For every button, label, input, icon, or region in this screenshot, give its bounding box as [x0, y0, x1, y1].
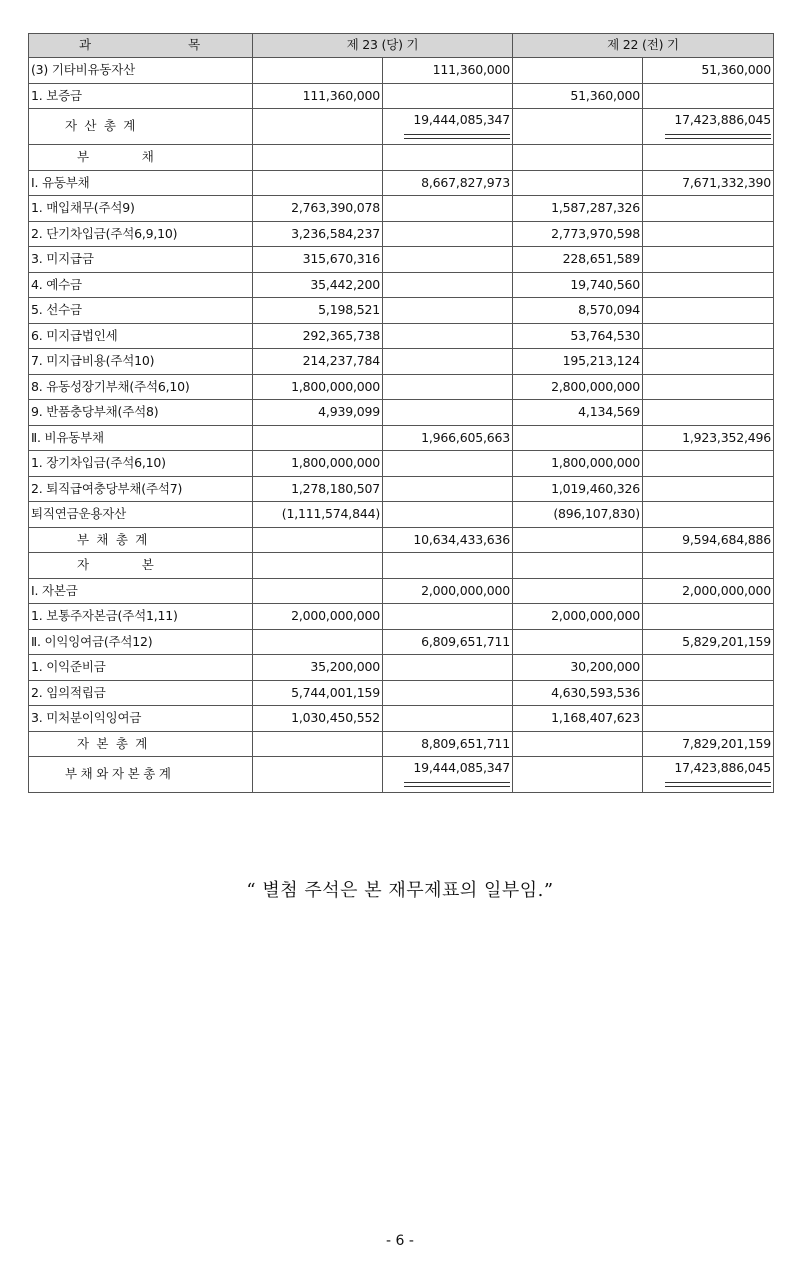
header-prior-period: 제 22 (전) 기: [513, 34, 774, 58]
table-body: [29, 58, 774, 793]
table-row: [29, 83, 774, 109]
row-value-col4: [643, 145, 774, 171]
row-value-col2: [383, 604, 513, 630]
row-value-col1: [253, 604, 383, 630]
value-text: 1,019,460,326: [551, 480, 640, 496]
row-value-col4: [643, 680, 774, 706]
row-value-col1: [253, 629, 383, 655]
value-text: 2,000,000,000: [551, 608, 640, 623]
value-text: 1,168,407,623: [551, 710, 640, 725]
value-text: 1,800,000,000: [291, 378, 380, 394]
row-value-col1: [253, 221, 383, 247]
row-value-col4: [643, 58, 774, 84]
value-text: 315,670,316: [302, 251, 380, 266]
row-value-col1: [253, 731, 383, 757]
table-row: [29, 451, 774, 477]
row-value-col4: [643, 604, 774, 630]
row-value-col4: [643, 400, 774, 426]
row-value-col1: [253, 553, 383, 579]
row-value-col2: [383, 553, 513, 579]
row-value-col1: [253, 706, 383, 732]
row-value-col1: [253, 374, 383, 400]
row-value-col4: [643, 629, 774, 655]
row-value-col3: [513, 323, 643, 349]
row-value-col3: [513, 83, 643, 109]
row-value-col1: [253, 502, 383, 528]
value-text: 9,594,684,886: [682, 531, 771, 547]
row-label: 자 산 총 계: [29, 109, 253, 145]
row-value-col4: [643, 655, 774, 681]
row-value-col1: [253, 476, 383, 502]
row-value-col2: [383, 298, 513, 324]
value-text: 214,237,784: [302, 353, 380, 368]
value-text: 7,671,332,390: [682, 174, 771, 190]
row-value-col2: [383, 400, 513, 426]
row-value-col1: [253, 680, 383, 706]
table-row: [29, 145, 774, 171]
row-value-col2: [383, 374, 513, 400]
row-label: 1. 이익준비금: [29, 655, 253, 681]
row-value-col2: [383, 629, 513, 655]
row-value-col4: [643, 323, 774, 349]
value-text: 17,423,886,045: [674, 112, 771, 128]
row-label: 8. 유동성장기부채(주석6,10): [29, 374, 253, 400]
row-value-col3: [513, 757, 643, 793]
table-row: [29, 502, 774, 528]
row-value-col1: [253, 451, 383, 477]
row-value-col3: [513, 527, 643, 553]
value-text: 4,630,593,536: [551, 684, 640, 700]
row-label: 1. 장기차입금(주석6,10): [29, 451, 253, 477]
row-label: (3) 기타비유동자산: [29, 58, 253, 84]
value-text: 4,939,099: [318, 404, 380, 419]
value-text: 1,923,352,496: [682, 429, 771, 445]
row-value-col1: [253, 145, 383, 171]
row-label: 1. 보통주자본금(주석1,11): [29, 604, 253, 630]
table-row: [29, 578, 774, 604]
value-text: (896,107,830): [553, 506, 640, 521]
row-value-col3: [513, 425, 643, 451]
table-row: [29, 553, 774, 579]
value-text: 51,360,000: [701, 62, 771, 77]
row-label: 부 채 총 계: [29, 527, 253, 553]
value-text: 111,360,000: [302, 87, 380, 103]
table-row: [29, 527, 774, 553]
row-value-col2: [383, 83, 513, 109]
value-text: 1,587,287,326: [551, 200, 640, 215]
value-text: 19,444,085,347: [413, 112, 510, 128]
row-label: 부 채: [29, 145, 253, 171]
row-value-col1: [253, 196, 383, 222]
value-text: 35,200,000: [310, 659, 380, 674]
table-row: [29, 476, 774, 502]
row-value-col3: [513, 731, 643, 757]
row-value-col2: [383, 145, 513, 171]
value-text: 2,000,000,000: [421, 582, 510, 598]
double-underline: [665, 782, 771, 787]
row-value-col4: [643, 527, 774, 553]
row-value-col2: [383, 502, 513, 528]
table-row: [29, 109, 774, 145]
row-value-col1: [253, 109, 383, 145]
row-value-col4: [643, 272, 774, 298]
table-row: [29, 374, 774, 400]
row-value-col1: [253, 298, 383, 324]
row-value-col2: [383, 655, 513, 681]
header-item-left: 과: [79, 37, 91, 53]
row-label: 1. 보증금: [29, 83, 253, 109]
value-text: 111,360,000: [432, 62, 510, 77]
row-value-col3: [513, 400, 643, 426]
row-label: 2. 임의적립금: [29, 680, 253, 706]
row-value-col3: [513, 109, 643, 145]
table-row: [29, 731, 774, 757]
row-value-col1: [253, 58, 383, 84]
value-text: 2,000,000,000: [682, 582, 771, 598]
row-value-col3: [513, 221, 643, 247]
value-text: 292,365,738: [302, 327, 380, 343]
row-value-col2: [383, 349, 513, 375]
row-value-col1: [253, 527, 383, 553]
value-text: 1,030,450,552: [291, 710, 380, 725]
row-value-col4: [643, 425, 774, 451]
footnote: “ 별첨 주석은 본 재무제표의 일부임.”: [246, 880, 554, 901]
row-value-col2: [383, 272, 513, 298]
row-value-col2: [383, 221, 513, 247]
table-row: [29, 58, 774, 84]
row-label: 3. 미지급금: [29, 247, 253, 273]
table-row: [29, 349, 774, 375]
row-value-col4: [643, 706, 774, 732]
value-text: 3,236,584,237: [291, 225, 380, 241]
row-value-col2: [383, 323, 513, 349]
value-text: 19,444,085,347: [413, 760, 510, 776]
row-label: Ⅱ. 이익잉여금(주석12): [29, 629, 253, 655]
row-value-col1: [253, 757, 383, 793]
table-row: [29, 298, 774, 324]
row-label: 자 본: [29, 553, 253, 579]
row-value-col4: [643, 83, 774, 109]
row-label: 3. 미처분이익잉여금: [29, 706, 253, 732]
value-text: 4,134,569: [578, 404, 640, 419]
row-value-col3: [513, 680, 643, 706]
row-value-col3: [513, 476, 643, 502]
row-value-col1: [253, 349, 383, 375]
row-value-col3: [513, 349, 643, 375]
row-value-col4: [643, 502, 774, 528]
row-value-col1: [253, 272, 383, 298]
row-value-col1: [253, 247, 383, 273]
table-row: [29, 272, 774, 298]
table-row: [29, 757, 774, 793]
table-row: [29, 655, 774, 681]
value-text: 1,966,605,663: [421, 429, 510, 445]
row-value-col3: [513, 145, 643, 171]
row-value-col2: [383, 757, 513, 793]
table-row: [29, 425, 774, 451]
double-underline: [665, 134, 771, 139]
value-text: 35,442,200: [310, 276, 380, 292]
balance-sheet-table: [28, 33, 774, 793]
header-current-period: 제 23 (당) 기: [253, 34, 513, 58]
row-value-col2: [383, 170, 513, 196]
row-value-col4: [643, 247, 774, 273]
row-value-col4: [643, 170, 774, 196]
row-value-col4: [643, 476, 774, 502]
row-value-col2: [383, 247, 513, 273]
value-text: 8,809,651,711: [421, 735, 510, 751]
value-text: 6,809,651,711: [421, 633, 510, 649]
value-text: 51,360,000: [570, 87, 640, 103]
row-value-col3: [513, 170, 643, 196]
row-label: Ⅱ. 비유동부채: [29, 425, 253, 451]
row-value-col4: [643, 109, 774, 145]
value-text: 7,829,201,159: [682, 735, 771, 751]
table-header-row: [29, 34, 774, 58]
row-value-col3: [513, 58, 643, 84]
value-text: 53,764,530: [570, 327, 640, 343]
row-value-col3: [513, 374, 643, 400]
value-text: 2,800,000,000: [551, 378, 640, 394]
table-row: [29, 604, 774, 630]
double-underline: [404, 782, 510, 787]
page-number: - 6 -: [386, 1233, 414, 1249]
row-value-col3: [513, 247, 643, 273]
value-text: 8,570,094: [578, 302, 640, 317]
row-value-col2: [383, 578, 513, 604]
value-text: 10,634,433,636: [413, 531, 510, 547]
table-row: [29, 629, 774, 655]
row-label: 6. 미지급법인세: [29, 323, 253, 349]
row-value-col3: [513, 629, 643, 655]
row-value-col1: [253, 425, 383, 451]
row-label: 4. 예수금: [29, 272, 253, 298]
table-row: [29, 400, 774, 426]
row-value-col4: [643, 349, 774, 375]
row-value-col3: [513, 502, 643, 528]
row-value-col4: [643, 553, 774, 579]
row-value-col3: [513, 553, 643, 579]
value-text: 5,744,001,159: [291, 684, 380, 700]
row-value-col1: [253, 323, 383, 349]
value-text: 5,198,521: [318, 302, 380, 317]
row-value-col3: [513, 655, 643, 681]
row-value-col4: [643, 731, 774, 757]
row-label: 1. 매입채무(주석9): [29, 196, 253, 222]
row-value-col2: [383, 527, 513, 553]
row-label: 2. 단기차입금(주석6,9,10): [29, 221, 253, 247]
row-value-col3: [513, 706, 643, 732]
row-value-col1: [253, 578, 383, 604]
header-item: [29, 34, 253, 58]
table-row: [29, 221, 774, 247]
table-row: [29, 323, 774, 349]
row-label: 7. 미지급비용(주석10): [29, 349, 253, 375]
table-row: [29, 170, 774, 196]
value-text: 17,423,886,045: [674, 760, 771, 776]
value-text: 1,800,000,000: [291, 455, 380, 470]
row-value-col3: [513, 196, 643, 222]
row-value-col3: [513, 604, 643, 630]
row-value-col2: [383, 680, 513, 706]
value-text: 8,667,827,973: [421, 174, 510, 190]
row-label: Ⅰ. 유동부채: [29, 170, 253, 196]
row-value-col1: [253, 655, 383, 681]
value-text: 2,763,390,078: [291, 200, 380, 215]
value-text: 195,213,124: [562, 353, 640, 368]
row-value-col4: [643, 221, 774, 247]
row-value-col2: [383, 109, 513, 145]
row-value-col2: [383, 451, 513, 477]
row-value-col2: [383, 706, 513, 732]
row-value-col2: [383, 731, 513, 757]
row-value-col4: [643, 196, 774, 222]
row-value-col2: [383, 196, 513, 222]
row-value-col3: [513, 272, 643, 298]
table-row: [29, 196, 774, 222]
row-value-col2: [383, 58, 513, 84]
row-value-col4: [643, 451, 774, 477]
row-value-col1: [253, 400, 383, 426]
row-value-col1: [253, 170, 383, 196]
header-item-right: 목: [188, 37, 200, 53]
value-text: 19,740,560: [570, 276, 640, 292]
table-row: [29, 706, 774, 732]
row-value-col3: [513, 578, 643, 604]
row-label: 퇴직연금운용자산: [29, 502, 253, 528]
row-value-col3: [513, 451, 643, 477]
row-label: 5. 선수금: [29, 298, 253, 324]
value-text: 30,200,000: [570, 659, 640, 674]
row-value-col2: [383, 476, 513, 502]
value-text: 1,800,000,000: [551, 455, 640, 470]
table-row: [29, 247, 774, 273]
row-label: 부 채 와 자 본 총 계: [29, 757, 253, 793]
table-row: [29, 680, 774, 706]
row-value-col2: [383, 425, 513, 451]
value-text: 2,773,970,598: [551, 225, 640, 241]
row-value-col4: [643, 374, 774, 400]
row-label: 자 본 총 계: [29, 731, 253, 757]
row-label: Ⅰ. 자본금: [29, 578, 253, 604]
row-label: 2. 퇴직급여충당부채(주석7): [29, 476, 253, 502]
row-value-col1: [253, 83, 383, 109]
value-text: 5,829,201,159: [682, 633, 771, 649]
row-value-col4: [643, 757, 774, 793]
value-text: 2,000,000,000: [291, 608, 380, 623]
double-underline: [404, 134, 510, 139]
value-text: 1,278,180,507: [291, 480, 380, 496]
row-label: 9. 반품충당부채(주석8): [29, 400, 253, 426]
value-text: (1,111,574,844): [281, 506, 380, 521]
row-value-col4: [643, 578, 774, 604]
value-text: 228,651,589: [562, 251, 640, 266]
row-value-col4: [643, 298, 774, 324]
row-value-col3: [513, 298, 643, 324]
